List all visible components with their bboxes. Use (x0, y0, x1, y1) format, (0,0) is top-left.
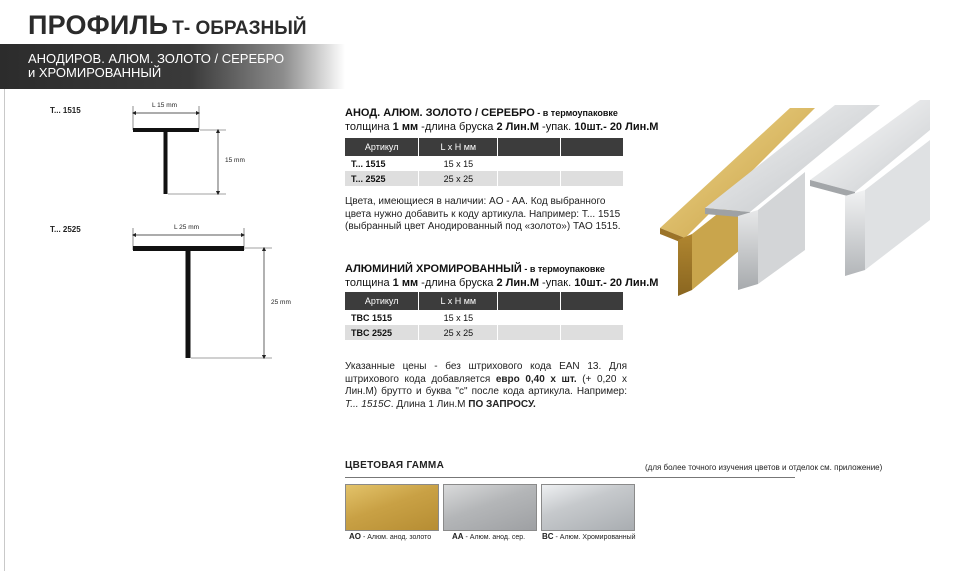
profile-diagrams (0, 0, 340, 380)
banner-line-1: АНОДИРОВ. АЛЮМ. ЗОЛОТО / СЕРЕБРО (28, 51, 285, 66)
article-cell: T... 2525 (345, 171, 419, 186)
col-size: L x H мм (419, 292, 498, 310)
title-sub: Т- ОБРАЗНЫЙ (172, 18, 307, 39)
empty-cell (561, 325, 624, 340)
empty-cell (498, 310, 561, 325)
palette-note: (для более точного изучения цветов и отделок см. приложение) (645, 463, 883, 472)
empty-cell (498, 171, 561, 186)
empty-cell (561, 171, 624, 186)
swatch-chrome-label: BC - Алюм. Хромированный (542, 532, 636, 541)
empty-cell (561, 310, 624, 325)
section-2-specs: толщина 1 мм -длина бруска 2 Лин.М -упак. 10шт.- 20 Лин.М (345, 277, 659, 289)
size-cell: 25 x 25 (419, 325, 498, 340)
table-row (345, 171, 624, 186)
profile-t-1515-drawing (133, 106, 226, 194)
col-empty-2 (561, 138, 624, 156)
col-empty-1 (498, 292, 561, 310)
col-empty-2 (561, 292, 624, 310)
size-cell: 15 x 15 (419, 310, 498, 325)
size-cell: 15 x 15 (419, 156, 498, 171)
col-article: Артикул (345, 138, 419, 156)
col-size: L x H мм (419, 138, 498, 156)
empty-cell (498, 325, 561, 340)
table-row (345, 156, 624, 171)
article-cell: T... 1515 (345, 156, 419, 171)
section-1-title (345, 106, 658, 134)
table-row (345, 310, 624, 325)
section-2-title (345, 262, 658, 290)
section-2-title-bold: АЛЮМИНИЙ ХРОМИРОВАННЫЙ (345, 263, 522, 275)
swatch-gold (345, 484, 439, 531)
product-photo (640, 100, 930, 300)
section-1-title-bold: АНОД. АЛЮМ. ЗОЛОТО / СЕРЕБРО (345, 107, 535, 119)
diagram-2-label: T... 2525 (50, 225, 81, 234)
col-article: Артикул (345, 292, 419, 310)
section-2-table (345, 292, 624, 340)
empty-cell (561, 156, 624, 171)
banner-line-2: и ХРОМИРОВАННЫЙ (28, 65, 162, 80)
size-cell: 25 x 25 (419, 171, 498, 186)
article-cell: TBC 2525 (345, 325, 419, 340)
section-1-title-tail: - в термоупаковке (534, 108, 618, 118)
swatch-anodized-silver (443, 484, 537, 531)
title-main: ПРОФИЛЬ (28, 10, 169, 40)
diagram-1-width: L 15 mm (152, 102, 178, 109)
diagram-2-width: L 25 mm (174, 224, 200, 231)
profile-t-2525-drawing (133, 228, 272, 358)
palette-title: ЦВЕТОВАЯ ГАММА (345, 460, 445, 471)
section-1-specs: толщина 1 мм -длина бруска 2 Лин.М -упак. 10шт.- 20 Лин.М (345, 121, 659, 133)
section-1-note: Цвета, имеющиеся в наличии: AO - AA. Код выбранного цвета нужно добавить к коду артикула. Например: Т... 1515 (выбранный цвет Анодированный под «золото») TAO 1515. (345, 196, 621, 233)
section-2-title-tail: - в термоупаковке (521, 264, 605, 274)
diagram-1-label: T... 1515 (50, 106, 81, 115)
palette-divider (345, 477, 795, 478)
swatch-gold-label: AO - Алюм. анод. золото (349, 532, 432, 541)
swatch-anodized-label: AA - Алюм. анод. сер. (452, 532, 526, 541)
section-1-table (345, 138, 624, 186)
diagram-1-height: 15 mm (225, 157, 245, 164)
col-empty-1 (498, 138, 561, 156)
article-cell: TBC 1515 (345, 310, 419, 325)
table-header (345, 292, 624, 310)
section-2-note: Указанные цены - без штрихового кода EAN 13. Для штрихового кода добавляется евро 0,40 х шт. (+ 0,20 х Лин.М) брутто и буква "c" после кода артикула. Например: T... 1515C. Длина 1 Лин.М ПО ЗАПРОСУ. (345, 361, 628, 410)
diagram-2-height: 25 mm (271, 299, 291, 306)
table-row (345, 325, 624, 340)
swatch-chrome (541, 484, 635, 531)
empty-cell (498, 156, 561, 171)
table-header (345, 138, 624, 156)
